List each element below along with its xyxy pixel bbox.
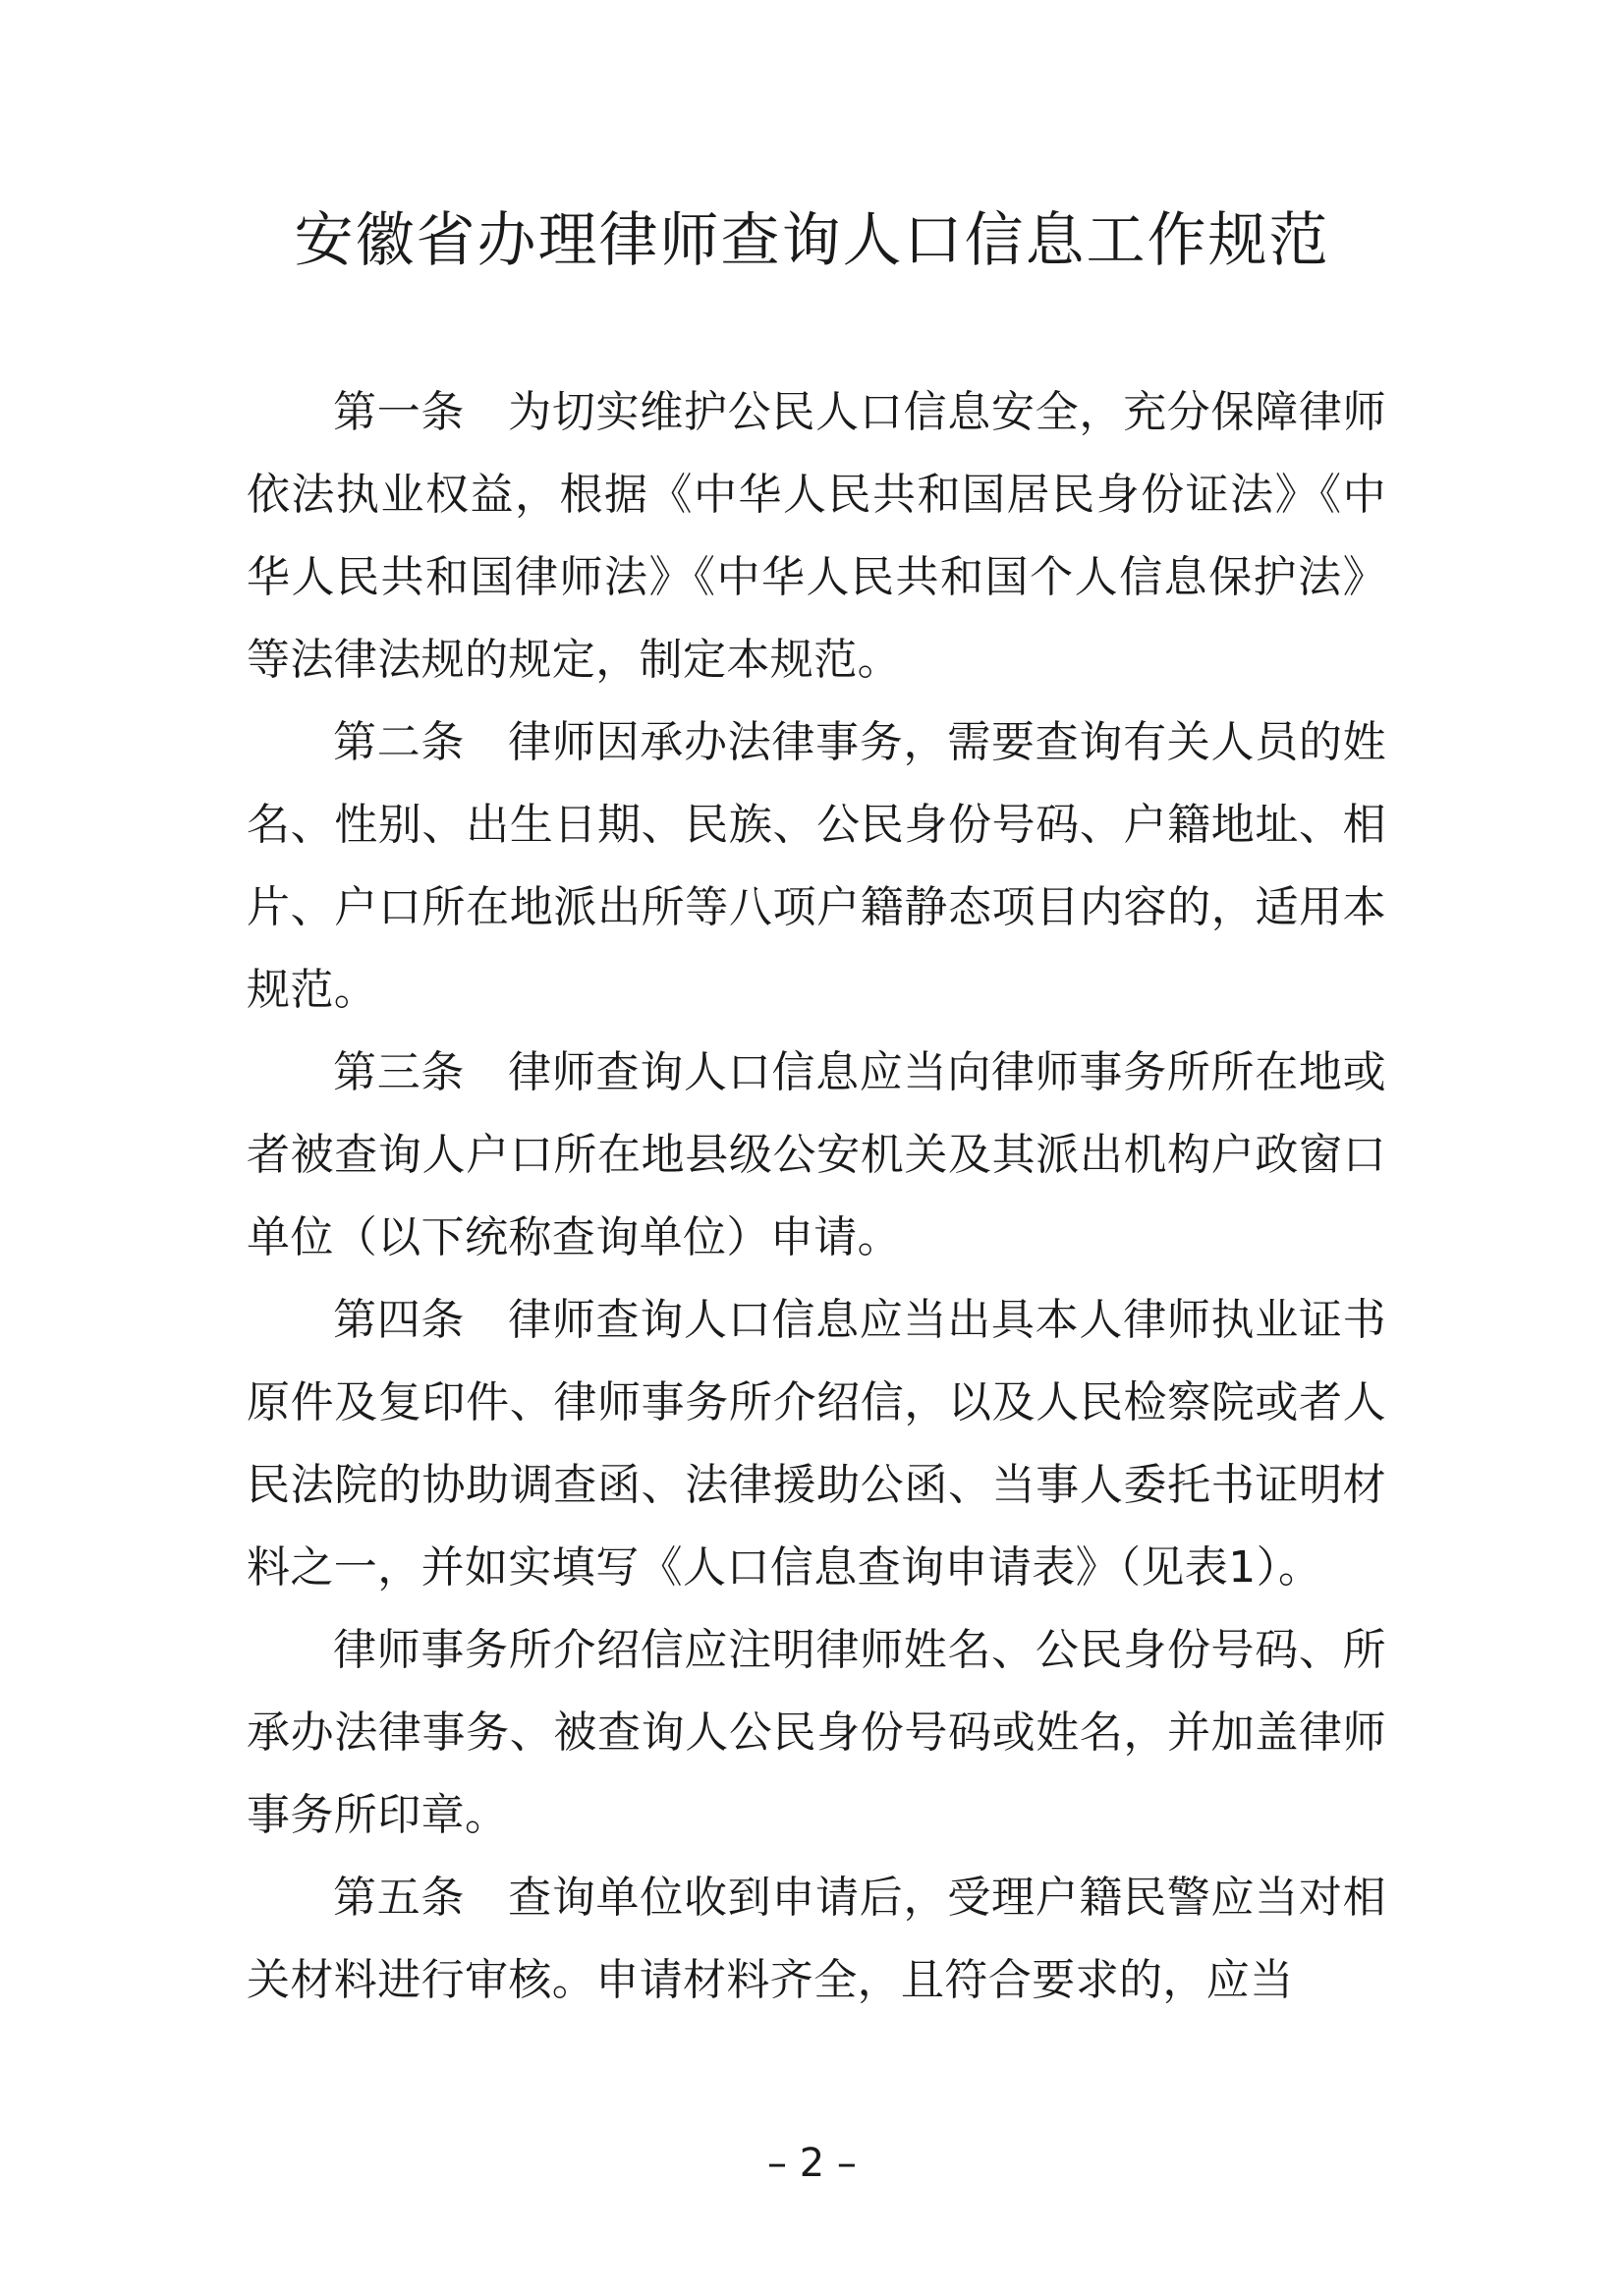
article-label: 第四条 bbox=[333, 1295, 466, 1345]
article-label: 第五条 bbox=[333, 1873, 466, 1923]
article-5 bbox=[247, 1857, 1386, 2022]
article-3 bbox=[247, 1032, 1386, 1279]
article-text: 律师事务所介绍信应注明律师姓名、公民身份号码、所承办法律事务、被查询人公民身份号码或姓名，并加盖律师事务所印章。 bbox=[247, 1625, 1386, 1840]
article-text: 为切实维护公民人口信息安全，充分保障律师依法执业权益，根据《中华人民共和国居民身份证法》《中华人民共和国律师法》《中华人民共和国个人信息保护法》等法律法规的规定，制定本规范。 bbox=[247, 387, 1387, 685]
article-text: 查询单位收到申请后，受理户籍民警应当对相关材料进行审核。申请材料齐全，且符合要求的，应当 bbox=[247, 1873, 1387, 2005]
article-text: 律师查询人口信息应当向律师事务所所在地或者被查询人户口所在地县级公安机关及其派出机构户政窗口单位（以下统称查询单位）申请。 bbox=[247, 1047, 1387, 1262]
article-text: 律师因承办法律事务，需要查询有关人员的姓名、性别、出生日期、民族、公民身份号码、户籍地址、相片、户口所在地派出所等八项户籍静态项目内容的，适用本规范。 bbox=[247, 717, 1387, 1015]
article-label: 第三条 bbox=[333, 1047, 466, 1097]
article-2 bbox=[247, 701, 1386, 1032]
page-number: – 2 – bbox=[767, 2141, 857, 2186]
document-title: 安徽省办理律师查询人口信息工作规范 bbox=[294, 206, 1330, 275]
document-body bbox=[247, 371, 1386, 2022]
article-label: 第二条 bbox=[333, 717, 466, 767]
article-4 bbox=[247, 1279, 1386, 1609]
article-1 bbox=[247, 371, 1386, 701]
article-label: 第一条 bbox=[333, 387, 466, 437]
article-4-note bbox=[247, 1609, 1386, 1857]
article-text: 律师查询人口信息应当出具本人律师执业证书原件及复印件、律师事务所介绍信，以及人民检察院或者人民法院的协助调查函、法律援助公函、当事人委托书证明材料之一，并如实填写《人口信息查询申请表》（见表1）。 bbox=[247, 1295, 1387, 1593]
